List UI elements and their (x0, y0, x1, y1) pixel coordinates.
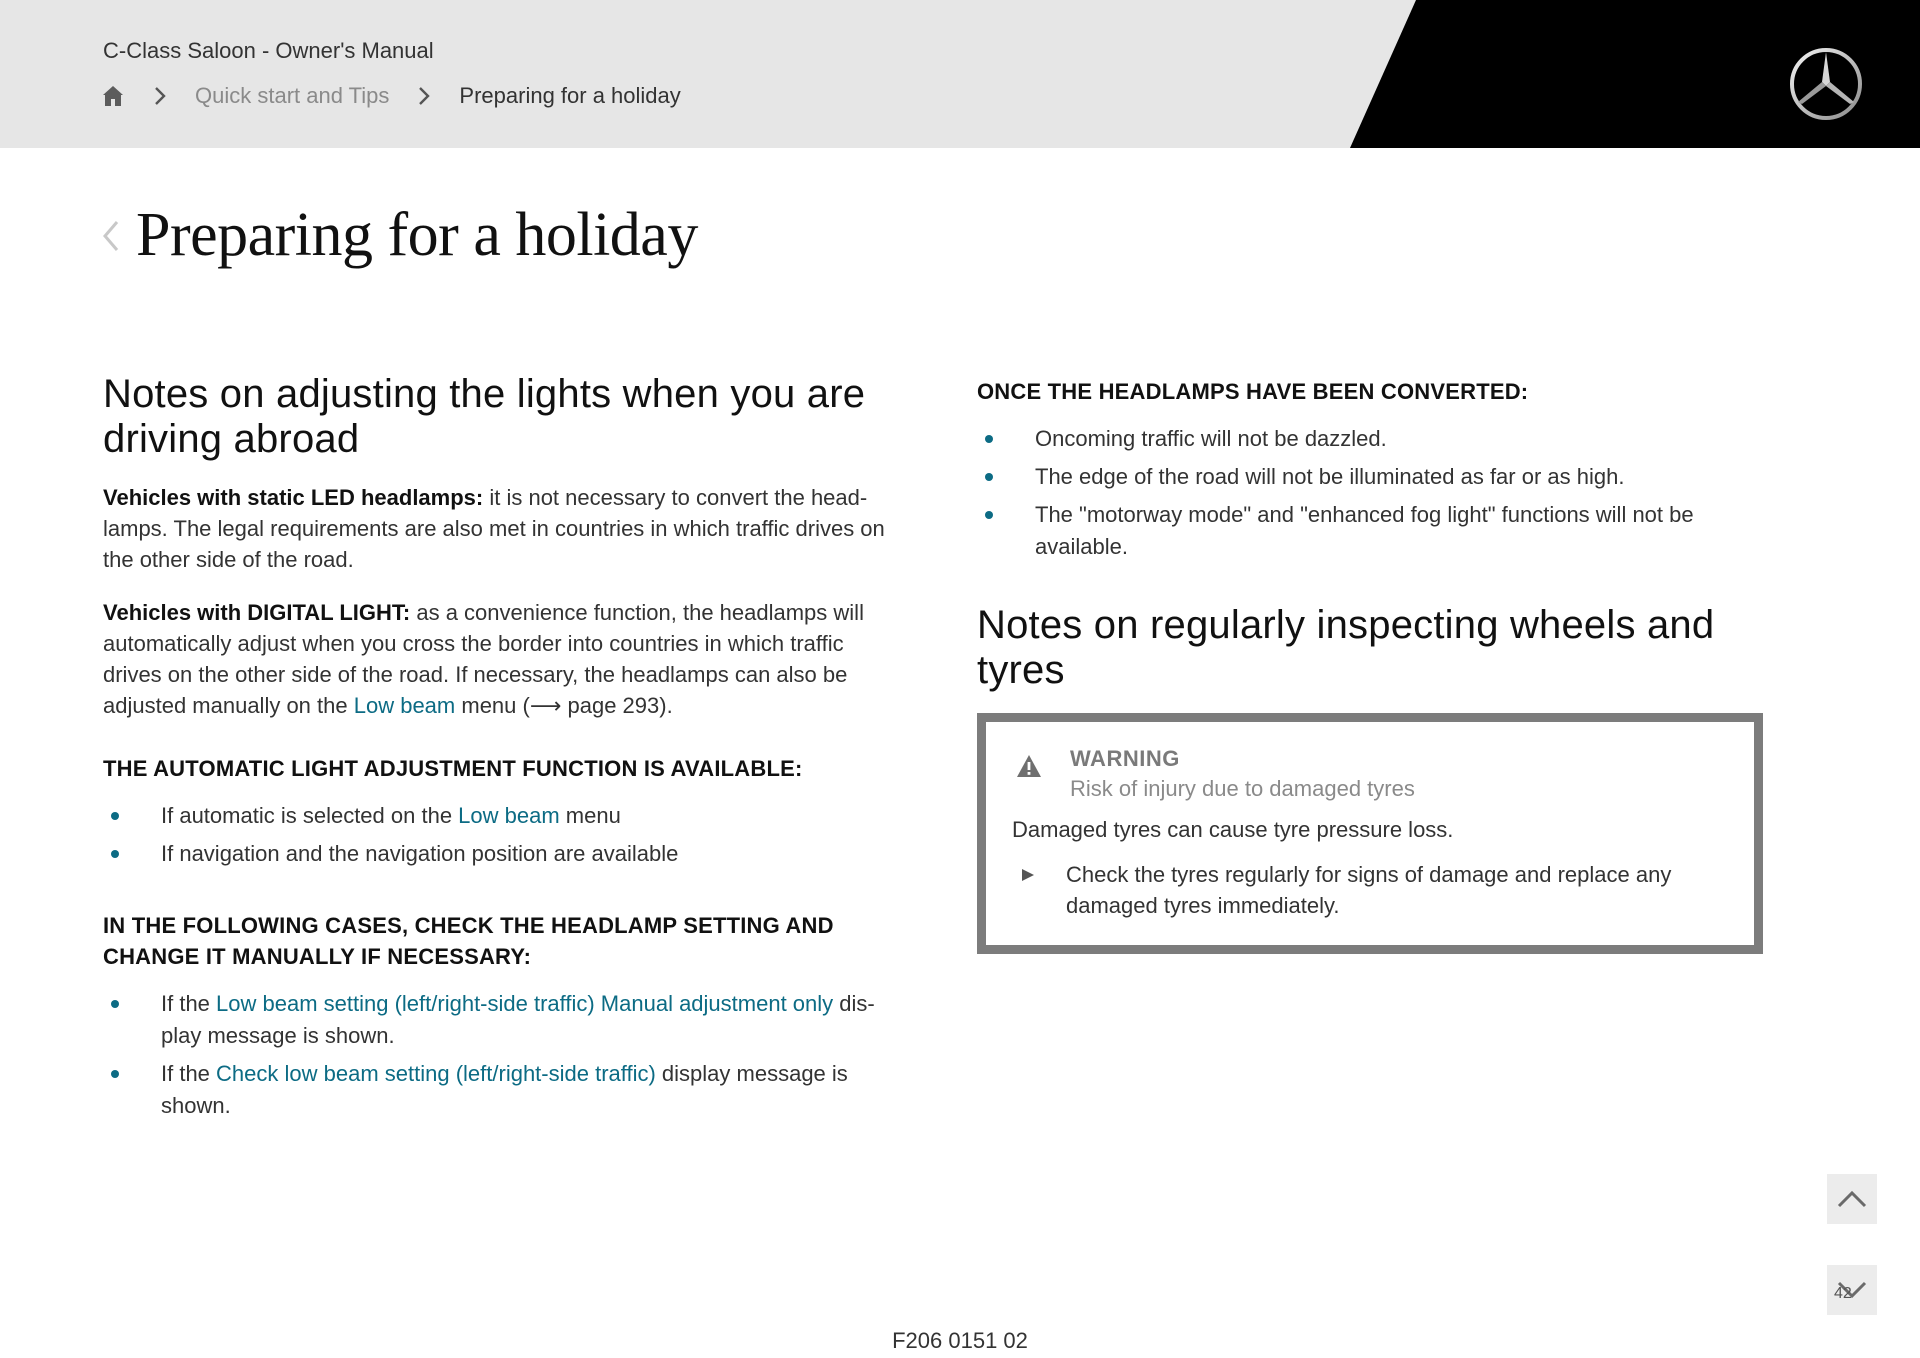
warning-triangle-icon (1016, 754, 1042, 778)
right-column (977, 372, 1777, 954)
list-item-text: The "motorway mode" and "enhanced fog light" functions will not be available. (1035, 502, 1694, 559)
list-item-text: menu (559, 803, 621, 828)
list-item (977, 423, 1777, 455)
breadcrumb-item-current: Preparing for a holiday (459, 83, 681, 108)
header-bar (0, 0, 1920, 148)
subheading-headlamps-converted: ONCE THE HEADLAMPS HAVE BEEN CONVERTED: (977, 379, 1529, 404)
subheading-automatic-adjustment: THE AUTOMATIC LIGHT ADJUSTMENT FUNCTION IS AVAILABLE: (103, 756, 803, 781)
bullet-dot (111, 850, 119, 858)
chevron-right-icon (417, 85, 431, 107)
warning-step-text: Check the tyres regularly for signs of damage and replace any damaged tyres immediately. (1066, 862, 1672, 918)
page-title: Preparing for a holiday (136, 201, 698, 269)
paragraph-text: menu (⟶ page 293). (455, 693, 673, 718)
list-item (103, 838, 903, 870)
list-item-text: If the (161, 1061, 217, 1086)
list-item-text: The edge of the road will not be illuminated as far or as high. (1035, 464, 1625, 489)
list-item-text: If navigation and the navigation position are available (161, 841, 679, 866)
warning-heading-text (1070, 744, 1415, 804)
three-pointed-star-logo (1788, 46, 1864, 122)
bullet-dot (985, 511, 993, 519)
bullet-dot (985, 473, 993, 481)
chevron-up-icon (1836, 1189, 1868, 1209)
warning-text: Damaged tyres can cause tyre pressure loss. (1012, 817, 1454, 842)
manual-title: C-Class Saloon - Owner's Manual (103, 38, 434, 63)
left-column (103, 372, 903, 1162)
bullet-dot (111, 1070, 119, 1078)
warning-header (1012, 744, 1724, 804)
home-icon[interactable] (101, 84, 125, 108)
low-beam-link[interactable]: Low beam (353, 693, 456, 718)
page-title-row (100, 200, 698, 271)
low-beam-link[interactable]: Low beam (458, 803, 560, 828)
check-cases-list (103, 988, 903, 1122)
subheading-check-headlamp: IN THE FOLLOWING CASES, CHECK THE HEADLAMP SETTING AND CHANGE IT MANUALLY IF NECESSARY: (103, 913, 834, 969)
paragraph-digital-light (103, 597, 903, 721)
play-arrow-icon (1020, 867, 1036, 883)
warning-step (1012, 859, 1724, 921)
paragraph-text: as a convenience function, the headlamps will automatically adjust when you cross the border into countries in which traffic drives on the other side of the road. If necessary, the headlamps can also be adjusted manually on the (103, 600, 864, 718)
list-item (103, 800, 903, 832)
bullet-dot (985, 435, 993, 443)
automatic-conditions-list (103, 800, 903, 870)
bullet-dot (111, 812, 119, 820)
scroll-up-button[interactable] (1827, 1174, 1877, 1224)
list-item-text: If automatic is selected on the (161, 803, 459, 828)
manual-adjustment-message-link[interactable]: Low beam setting (left/right-side traffic) Manual adjustment only (216, 991, 834, 1016)
paragraph-static-led (103, 482, 903, 575)
list-item-text: If the (161, 991, 217, 1016)
list-item-text: dis-play message is shown. (161, 991, 875, 1048)
list-item-text: Oncoming traffic will not be dazzled. (1035, 426, 1387, 451)
warning-subtitle: Risk of injury due to damaged tyres (1070, 776, 1415, 801)
bullet-dot (111, 1000, 119, 1008)
section-heading-wheels-tyres: Notes on regularly inspecting wheels and tyres (977, 603, 1715, 692)
warning-box (977, 713, 1763, 954)
warning-title: WARNING (1070, 746, 1180, 771)
page-number: 42 (1834, 1285, 1852, 1302)
list-item (103, 988, 903, 1052)
converted-effects-list (977, 423, 1777, 563)
breadcrumb-item-quick-start[interactable]: Quick start and Tips (195, 83, 390, 108)
chevron-left-icon[interactable] (100, 216, 122, 256)
list-item (977, 499, 1777, 563)
section-heading-lights-abroad: Notes on adjusting the lights when you are driving abroad (103, 372, 866, 461)
paragraph-text: it is not necessary to convert the head-lamps. The legal requirements are also met in countries in which traffic drives on the other side of the road. (103, 485, 885, 572)
list-item-text: display message is shown. (161, 1061, 848, 1118)
breadcrumb (101, 80, 681, 112)
footer-code: F206 0151 02 (892, 1328, 1028, 1353)
chevron-right-icon (153, 85, 167, 107)
list-item (977, 461, 1777, 493)
paragraph-bold-label: Vehicles with static LED headlamps: (103, 485, 484, 510)
list-item (103, 1058, 903, 1122)
check-low-beam-message-link[interactable]: Check low beam setting (left/right-side traffic) (216, 1061, 656, 1086)
paragraph-bold-label: Vehicles with DIGITAL LIGHT: (103, 600, 411, 625)
